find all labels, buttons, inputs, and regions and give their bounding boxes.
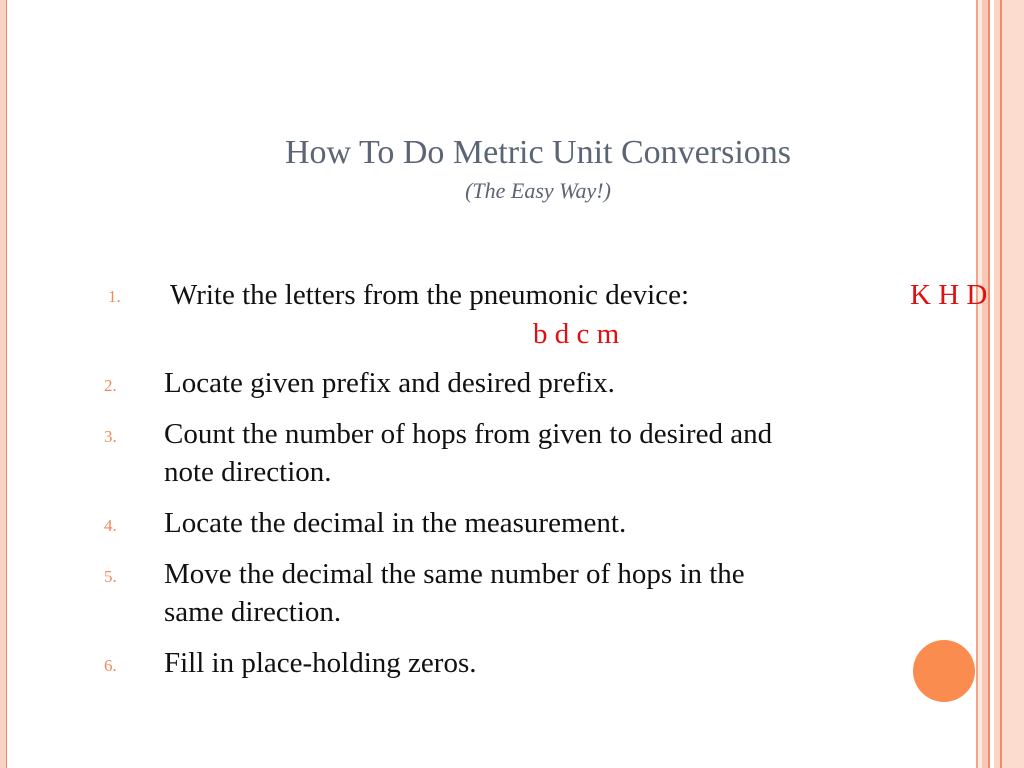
orange-circle-decoration: [913, 640, 975, 702]
step-text: Locate given prefix and desired prefix.: [164, 367, 615, 399]
step-text-line2: note direction.: [164, 456, 332, 488]
step-text: Move the decimal the same number of hops in the: [164, 558, 745, 590]
step-number: 3.: [104, 427, 117, 446]
step-number: 5.: [104, 567, 117, 586]
step-text: Count the number of hops from given to desired and: [164, 418, 773, 450]
step-text-line2: same direction.: [164, 596, 342, 628]
step-number: 2.: [104, 376, 117, 395]
step-text: Fill in place-holding zeros.: [164, 647, 477, 679]
step-text: Locate the decimal in the measurement.: [164, 507, 627, 539]
pneumonic-letters-line2: b d c m: [533, 318, 620, 350]
slide-title: How To Do Metric Unit Conversions: [284, 134, 791, 171]
step-number: 1.: [108, 287, 121, 306]
step-number: 4.: [104, 516, 117, 535]
step-number: 6.: [104, 656, 117, 675]
slide-subtitle: (The Easy Way!): [465, 178, 611, 203]
step-text: Write the letters from the pneumonic device:: [170, 279, 690, 311]
pneumonic-letters: K H D: [910, 279, 988, 311]
